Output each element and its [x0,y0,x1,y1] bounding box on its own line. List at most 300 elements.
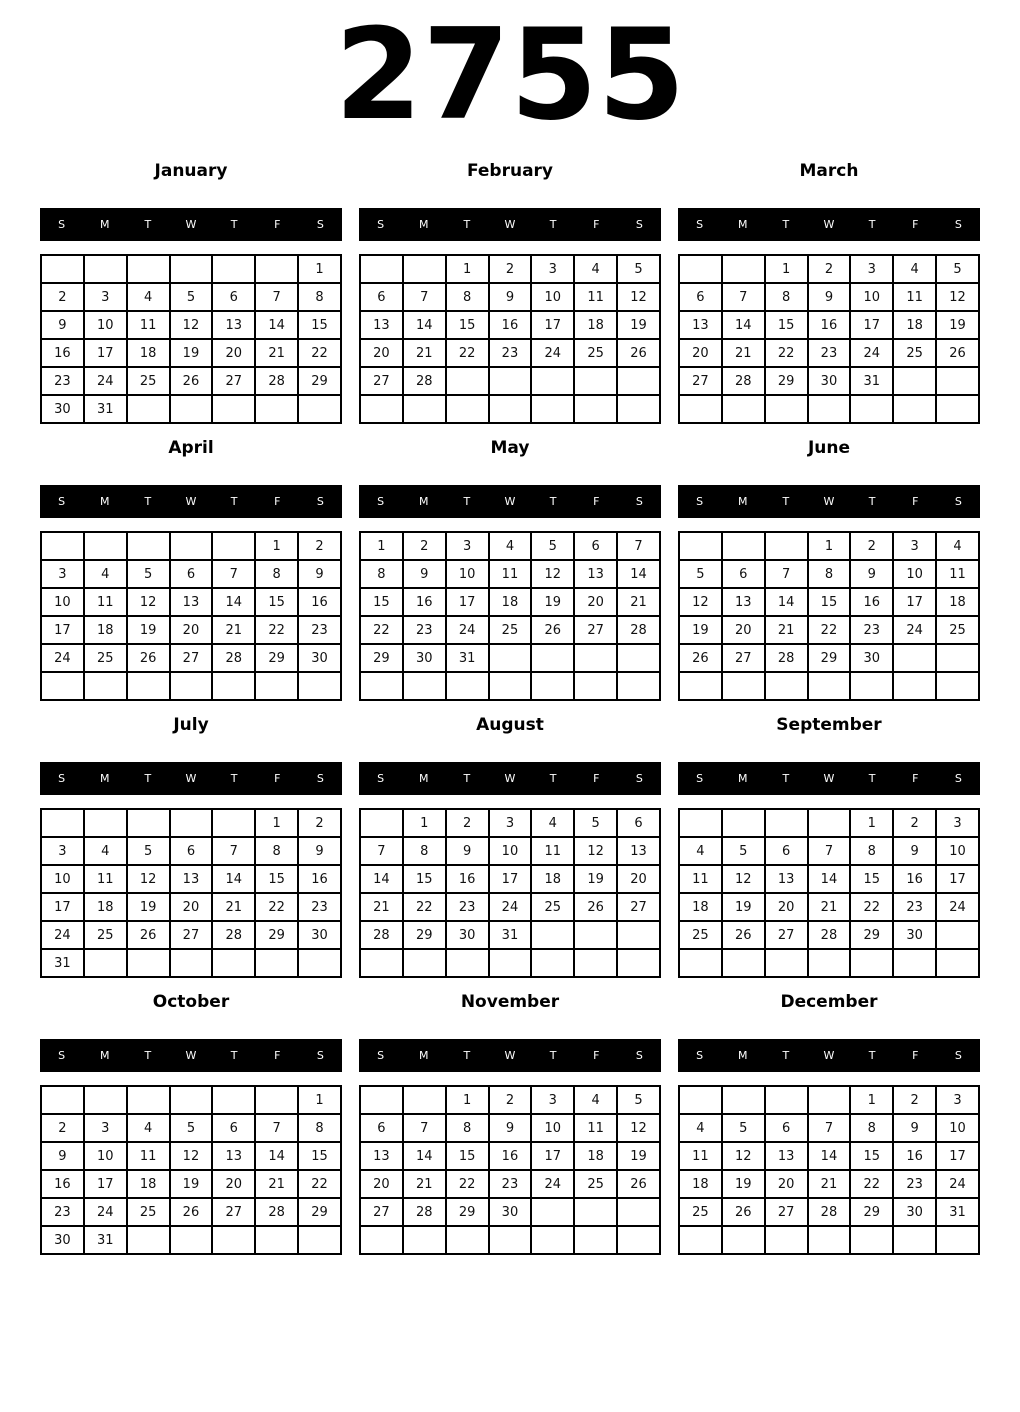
week-row [360,395,660,423]
day-cell: 7 [808,837,851,865]
day-cell: 17 [84,1170,127,1198]
month-grid [40,1085,342,1255]
empty-day-cell [446,949,489,977]
day-cell: 6 [212,1114,255,1142]
day-cell: 21 [765,616,808,644]
week-row [679,367,979,395]
empty-day-cell [41,532,84,560]
week-row [360,283,660,311]
empty-day-cell [255,672,298,700]
day-cell: 8 [850,837,893,865]
day-cell: 13 [574,560,617,588]
weekday-header-row [359,762,661,795]
day-cell: 28 [808,921,851,949]
day-cell: 20 [212,339,255,367]
day-cell: 23 [489,1170,532,1198]
weekday-label: W [823,218,835,232]
empty-day-cell [574,1226,617,1254]
day-cell: 26 [127,644,170,672]
weekday-label: S [635,1049,643,1063]
day-cell: 15 [360,588,403,616]
day-cell: 21 [617,588,660,616]
empty-day-cell [617,672,660,700]
week-row [41,255,341,283]
empty-day-cell [808,1086,851,1114]
day-cell: 5 [127,560,170,588]
day-cell: 14 [808,865,851,893]
day-cell: 8 [446,1114,489,1142]
empty-day-cell [617,921,660,949]
empty-day-cell [893,949,936,977]
weekday-label: F [912,1049,919,1063]
empty-day-cell [127,949,170,977]
day-cell: 12 [722,1142,765,1170]
day-cell: 26 [531,616,574,644]
empty-day-cell [617,1198,660,1226]
day-cell: 8 [298,283,341,311]
empty-day-cell [531,1198,574,1226]
week-row [41,921,341,949]
day-cell: 14 [212,588,255,616]
day-cell: 15 [298,1142,341,1170]
day-cell: 26 [574,893,617,921]
empty-day-cell [170,949,213,977]
month-block-may [359,437,661,701]
day-cell: 8 [255,560,298,588]
day-cell: 24 [84,1198,127,1226]
day-cell: 28 [765,644,808,672]
day-cell: 23 [446,893,489,921]
day-cell: 6 [360,1114,403,1142]
empty-day-cell [212,1226,255,1254]
day-cell: 9 [893,1114,936,1142]
day-cell: 20 [574,588,617,616]
day-cell: 6 [679,283,722,311]
week-row [41,560,341,588]
empty-day-cell [679,1086,722,1114]
empty-day-cell [403,255,446,283]
empty-day-cell [936,672,979,700]
day-cell: 26 [722,921,765,949]
empty-day-cell [574,644,617,672]
day-cell: 13 [679,311,722,339]
day-cell: 7 [722,283,765,311]
empty-day-cell [446,367,489,395]
day-cell: 4 [531,809,574,837]
day-cell: 14 [808,1142,851,1170]
day-cell: 25 [84,644,127,672]
week-row [360,367,660,395]
empty-day-cell [893,395,936,423]
day-cell: 7 [212,837,255,865]
day-cell: 10 [936,1114,979,1142]
day-cell: 27 [170,644,213,672]
weekday-label: T [782,495,790,509]
day-cell: 5 [722,1114,765,1142]
day-cell: 31 [84,395,127,423]
day-cell: 26 [617,339,660,367]
day-cell: 29 [403,921,446,949]
empty-day-cell [574,367,617,395]
empty-day-cell [574,395,617,423]
empty-day-cell [765,809,808,837]
month-grid [678,808,980,978]
day-cell: 14 [360,865,403,893]
week-row [41,339,341,367]
day-cell: 1 [255,532,298,560]
empty-day-cell [617,1226,660,1254]
day-cell: 31 [41,949,84,977]
empty-day-cell [679,395,722,423]
week-row [360,1142,660,1170]
day-cell: 22 [850,1170,893,1198]
month-grid [678,531,980,701]
day-cell: 19 [127,616,170,644]
day-cell: 19 [617,1142,660,1170]
week-row [41,616,341,644]
week-row [679,532,979,560]
day-cell: 10 [41,588,84,616]
weekday-label: T [144,772,152,786]
weekday-label: T [463,218,471,232]
month-grid [359,1085,661,1255]
empty-day-cell [41,809,84,837]
year-title: 2755 [334,1,686,148]
day-cell: 3 [893,532,936,560]
weekday-label: W [823,1049,835,1063]
weekday-label: W [504,218,516,232]
day-cell: 20 [617,865,660,893]
day-cell: 28 [212,644,255,672]
week-row [360,921,660,949]
empty-day-cell [255,949,298,977]
day-cell: 8 [850,1114,893,1142]
week-row [679,1142,979,1170]
day-cell: 22 [403,893,446,921]
month-title: December [780,992,878,1013]
weekday-label: S [377,772,385,786]
day-cell: 2 [403,532,446,560]
weekday-label: F [593,218,600,232]
day-cell: 27 [212,367,255,395]
empty-day-cell [127,809,170,837]
day-cell: 17 [531,1142,574,1170]
day-cell: 27 [360,367,403,395]
empty-day-cell [403,395,446,423]
empty-day-cell [255,1226,298,1254]
empty-day-cell [765,1226,808,1254]
weekday-label: T [782,1049,790,1063]
empty-day-cell [765,532,808,560]
empty-day-cell [127,672,170,700]
day-cell: 12 [722,865,765,893]
empty-day-cell [531,644,574,672]
day-cell: 16 [41,1170,84,1198]
day-cell: 1 [403,809,446,837]
day-cell: 9 [489,1114,532,1142]
month-grid [678,1085,980,1255]
day-cell: 17 [41,616,84,644]
empty-day-cell [679,949,722,977]
day-cell: 30 [298,921,341,949]
empty-day-cell [617,395,660,423]
day-cell: 4 [489,532,532,560]
weekday-header-row [359,1039,661,1072]
empty-day-cell [850,395,893,423]
week-row [679,893,979,921]
day-cell: 20 [360,1170,403,1198]
day-cell: 23 [808,339,851,367]
week-row [360,837,660,865]
weekday-label: S [58,495,66,509]
weekday-label: T [230,772,238,786]
day-cell: 30 [298,644,341,672]
day-cell: 10 [850,283,893,311]
day-cell: 5 [170,1114,213,1142]
day-cell: 23 [41,367,84,395]
week-row [679,644,979,672]
empty-day-cell [722,532,765,560]
weekday-label: S [635,772,643,786]
day-cell: 24 [531,339,574,367]
day-cell: 11 [893,283,936,311]
day-cell: 8 [446,283,489,311]
day-cell: 25 [127,1198,170,1226]
day-cell: 21 [808,1170,851,1198]
day-cell: 4 [574,255,617,283]
day-cell: 15 [850,1142,893,1170]
day-cell: 5 [127,837,170,865]
month-title: July [173,715,209,736]
month-block-april [40,437,342,701]
day-cell: 22 [360,616,403,644]
day-cell: 21 [255,339,298,367]
day-cell: 24 [41,644,84,672]
empty-day-cell [255,255,298,283]
weekday-label: M [418,1049,429,1063]
day-cell: 8 [360,560,403,588]
day-cell: 20 [679,339,722,367]
week-row [41,809,341,837]
week-row [360,616,660,644]
day-cell: 3 [936,809,979,837]
month-grid [359,531,661,701]
month-block-november [359,991,661,1255]
day-cell: 5 [170,283,213,311]
weekday-header-row [40,762,342,795]
weekday-label: M [418,495,429,509]
day-cell: 6 [765,837,808,865]
weekday-label: S [696,218,704,232]
week-row [41,1114,341,1142]
month-block-october [40,991,342,1255]
weekday-label: T [868,1049,876,1063]
empty-day-cell [212,809,255,837]
day-cell: 11 [84,865,127,893]
day-cell: 3 [531,255,574,283]
day-cell: 17 [84,339,127,367]
day-cell: 24 [850,339,893,367]
day-cell: 27 [574,616,617,644]
weekday-label: W [504,772,516,786]
day-cell: 3 [531,1086,574,1114]
day-cell: 2 [41,1114,84,1142]
day-cell: 16 [298,588,341,616]
day-cell: 18 [489,588,532,616]
day-cell: 16 [808,311,851,339]
weekday-header-row [678,762,980,795]
day-cell: 12 [617,1114,660,1142]
week-row [679,1086,979,1114]
months-grid [0,148,1020,1255]
empty-day-cell [360,809,403,837]
week-row [679,616,979,644]
day-cell: 6 [765,1114,808,1142]
week-row [360,560,660,588]
empty-day-cell [679,1226,722,1254]
day-cell: 16 [403,588,446,616]
day-cell: 19 [722,1170,765,1198]
day-cell: 10 [936,837,979,865]
week-row [360,865,660,893]
day-cell: 5 [679,560,722,588]
week-row [41,1198,341,1226]
day-cell: 24 [84,367,127,395]
day-cell: 17 [489,865,532,893]
day-cell: 19 [531,588,574,616]
weekday-label: S [58,1049,66,1063]
day-cell: 21 [808,893,851,921]
month-block-june [678,437,980,701]
day-cell: 2 [850,532,893,560]
day-cell: 27 [170,921,213,949]
day-cell: 25 [127,367,170,395]
weekday-label: T [868,218,876,232]
day-cell: 24 [936,893,979,921]
empty-day-cell [360,1226,403,1254]
empty-day-cell [127,395,170,423]
day-cell: 18 [531,865,574,893]
day-cell: 20 [765,1170,808,1198]
week-row [360,1226,660,1254]
day-cell: 21 [403,1170,446,1198]
day-cell: 15 [765,311,808,339]
day-cell: 16 [41,339,84,367]
weekday-header-row [40,1039,342,1072]
day-cell: 3 [41,837,84,865]
week-row [679,1114,979,1142]
week-row [679,339,979,367]
day-cell: 9 [403,560,446,588]
empty-day-cell [212,949,255,977]
day-cell: 2 [41,283,84,311]
weekday-label: W [504,1049,516,1063]
weekday-label: F [274,1049,281,1063]
day-cell: 29 [850,1198,893,1226]
week-row [679,560,979,588]
day-cell: 26 [127,921,170,949]
day-cell: 1 [765,255,808,283]
day-cell: 30 [893,1198,936,1226]
empty-day-cell [298,395,341,423]
day-cell: 2 [893,809,936,837]
day-cell: 5 [722,837,765,865]
week-row [360,339,660,367]
weekday-label: T [549,495,557,509]
weekday-label: S [377,495,385,509]
day-cell: 25 [84,921,127,949]
empty-day-cell [574,949,617,977]
day-cell: 17 [446,588,489,616]
month-title: February [466,161,554,182]
day-cell: 13 [212,311,255,339]
week-row [41,588,341,616]
day-cell: 18 [574,1142,617,1170]
weekday-label: T [230,495,238,509]
week-row [41,1170,341,1198]
day-cell: 5 [574,809,617,837]
day-cell: 4 [574,1086,617,1114]
empty-day-cell [84,672,127,700]
day-cell: 23 [298,893,341,921]
day-cell: 29 [298,367,341,395]
empty-day-cell [170,395,213,423]
day-cell: 30 [41,1226,84,1254]
weekday-label: T [230,1049,238,1063]
empty-day-cell [893,367,936,395]
empty-day-cell [679,255,722,283]
day-cell: 9 [808,283,851,311]
day-cell: 14 [403,1142,446,1170]
day-cell: 7 [403,1114,446,1142]
day-cell: 21 [722,339,765,367]
weekday-label: M [737,1049,748,1063]
empty-day-cell [531,672,574,700]
day-cell: 11 [84,588,127,616]
empty-day-cell [808,395,851,423]
day-cell: 19 [127,893,170,921]
day-cell: 22 [255,616,298,644]
weekday-label: M [737,772,748,786]
day-cell: 7 [212,560,255,588]
empty-day-cell [212,1086,255,1114]
day-cell: 16 [850,588,893,616]
day-cell: 8 [765,283,808,311]
month-grid [359,808,661,978]
day-cell: 20 [170,616,213,644]
day-cell: 28 [808,1198,851,1226]
day-cell: 10 [893,560,936,588]
weekday-label: F [593,772,600,786]
weekday-label: M [737,218,748,232]
day-cell: 31 [936,1198,979,1226]
empty-day-cell [298,1226,341,1254]
week-row [360,644,660,672]
month-block-march [678,160,980,424]
week-row [41,1142,341,1170]
empty-day-cell [765,395,808,423]
month-block-february [359,160,661,424]
day-cell: 13 [765,865,808,893]
day-cell: 2 [893,1086,936,1114]
day-cell: 20 [212,1170,255,1198]
day-cell: 25 [574,1170,617,1198]
day-cell: 24 [41,921,84,949]
week-row [360,1170,660,1198]
empty-day-cell [360,949,403,977]
weekday-label: M [99,218,110,232]
empty-day-cell [679,672,722,700]
